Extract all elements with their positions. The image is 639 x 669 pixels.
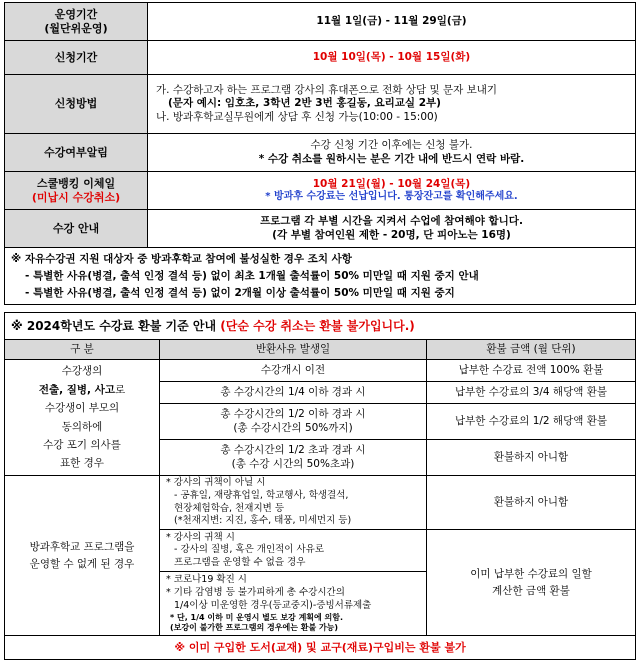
header-category: 구 분 <box>5 340 160 360</box>
period-label-sub: (월단위운영) <box>44 21 108 35</box>
reason-covid <box>160 572 427 636</box>
amount-full: 납부한 수강료 전액 100% 환불 <box>427 360 636 382</box>
block1-sub-3: (*천재지변: 지진, 홍수, 태풍, 미세먼지 등) <box>174 515 352 527</box>
apply-label: 신청기간 <box>5 41 148 75</box>
group1-line-5: 수강 포기 의사를 <box>43 438 121 451</box>
group-program-cancelled <box>5 476 160 636</box>
block2-sub-2: 프로그램을 운영할 수 없을 경우 <box>174 557 306 569</box>
method-line-1: 가. 수강하고자 하는 프로그램 강사의 휴대폰으로 전화 상담 및 문자 보내기 <box>156 84 498 97</box>
group1-line-6: 표한 경우 <box>60 457 104 470</box>
method-line-2: (문자 예시: 임호초, 3학년 2반 3번 홍길동, 요리교실 2부) <box>168 97 441 110</box>
group1-line-2-rest: 로 <box>115 383 126 396</box>
block3-sub-1: 1/4이상 미운영한 경우(등교중지)-증빙서류제출 <box>174 599 372 611</box>
amount-prorated <box>427 530 636 636</box>
reason-instructor-fault <box>160 530 427 572</box>
refund-title <box>5 313 636 340</box>
bank-label: 스쿨뱅킹 이체일 <box>36 176 116 190</box>
amount-none: 환불하지 아니함 <box>427 440 636 476</box>
table-row <box>5 360 636 382</box>
header-amount: 환불 금액 (월 단위) <box>427 340 636 360</box>
guide-line-1: 프로그램 각 부별 시간을 지켜서 수업에 참여해야 합니다. <box>260 215 523 228</box>
block3-bullet-2: * 기타 감염병 등 불가피하게 총 수강시간의 <box>166 586 345 598</box>
period-value: 11월 1일(금) - 11월 29일(금) <box>148 3 636 41</box>
table-row <box>5 476 636 530</box>
refund-title-text: ※ 2024학년도 수강료 환불 기준 안내 <box>11 318 217 333</box>
group2-line-2: 운영할 수 없게 된 경우 <box>29 557 135 570</box>
bank-label-sub: (미납시 수강취소) <box>31 190 121 204</box>
free-pass-note <box>5 248 636 305</box>
notice-cell <box>148 134 636 172</box>
reason-over-half-line-2: (총 수강 시간의 50%초과) <box>231 457 355 470</box>
notice-label: 수강여부알림 <box>5 134 148 172</box>
amount-prorated-line-1: 이미 납부한 수강료의 일할 <box>470 567 592 580</box>
reason-quarter: 총 수강시간의 1/4 이하 경과 시 <box>160 382 427 404</box>
amount-half: 납부한 수강료의 1/2 해당액 환불 <box>427 404 636 440</box>
reason-over-half <box>160 440 427 476</box>
header-reason: 반환사유 발생일 <box>160 340 427 360</box>
group1-line-4: 동의하에 <box>61 420 103 433</box>
reason-half-line-1: 총 수강시간의 1/2 이하 경과 시 <box>220 408 366 421</box>
period-label: 운영기간 <box>54 7 98 21</box>
bank-cell <box>148 172 636 210</box>
program-info-table <box>4 2 636 305</box>
group2-line-1: 방과후학교 프로그램을 <box>29 540 135 553</box>
reason-before-start: 수강개시 이전 <box>160 360 427 382</box>
amount-prorated-line-2: 계산한 금액 환불 <box>492 584 570 597</box>
bank-label-cell <box>5 172 148 210</box>
block1-sub-2: 현장체험학습, 천재지변 등 <box>174 502 285 514</box>
method-label: 신청방법 <box>5 75 148 134</box>
guide-cell <box>148 210 636 248</box>
reason-over-half-line-1: 총 수강시간의 1/2 초과 경과 시 <box>220 444 366 457</box>
amount-three-quarters: 납부한 수강료의 3/4 해당액 환불 <box>427 382 636 404</box>
refund-title-red: (단순 수강 취소는 환불 불가입니다.) <box>220 318 415 333</box>
method-cell <box>148 75 636 134</box>
block3-bullet-1: * 코로나19 확진 시 <box>166 574 247 586</box>
guide-label: 수강 안내 <box>5 210 148 248</box>
free-pass-title: ※ 자유수강권 지원 대상자 중 방과후학교 참여에 불성실한 경우 조치 사항 <box>11 253 352 265</box>
block1-bullet: * 강사의 귀책이 아닐 시 <box>166 477 266 488</box>
refund-table <box>4 312 636 660</box>
reason-not-instructor-fault <box>160 476 427 530</box>
group1-line-2-bold: 전출, 질병, 사고 <box>38 383 115 396</box>
bank-value: 10월 21일(월) - 10월 24일(목) <box>312 177 471 190</box>
apply-value: 10월 10일(목) - 10월 15일(화) <box>148 41 636 75</box>
block3-tiny-1: * 단, 1/4 이하 미 운영시 별도 보강 계획에 의함. <box>170 612 344 622</box>
block3-tiny-2: (보강이 불가한 프로그램의 경우에는 환불 가능) <box>170 622 339 632</box>
free-pass-item-2: - 특별한 사유(병결, 출석 인정 결석 등) 없이 2개월 이상 출석률이 50% 미만일 때 지원 중지 <box>25 286 455 299</box>
block2-sub-1: - 강사의 질병, 혹은 개인적이 사유로 <box>174 544 325 556</box>
method-line-3: 나. 방과후학교실무원에게 상담 후 신청 가능(10:00 - 15:00) <box>156 110 438 123</box>
refund-footer: ※ 이미 구입한 도서(교재) 및 교구(재료)구입비는 환불 불가 <box>5 636 636 660</box>
amount-not-instructor-fault: 환불하지 아니함 <box>427 476 636 530</box>
block1-sub-1: - 공휴일, 재량휴업일, 학교행사, 학생결석, <box>174 489 349 501</box>
group-student-withdrawal <box>5 360 160 476</box>
group1-line-1: 수강생의 <box>61 365 103 378</box>
reason-half <box>160 404 427 440</box>
group1-line-3: 수강생이 부모의 <box>44 402 120 415</box>
notice-line-2: * 수강 취소를 원하시는 분은 기간 내에 반드시 연락 바람. <box>258 152 525 165</box>
notice-line-1: 수강 신청 기간 이후에는 신청 불가. <box>310 139 473 152</box>
free-pass-item-1: - 특별한 사유(병결, 출석 인정 결석 등) 없이 최초 1개월 출석률이 50% 미만일 때 지원 중지 안내 <box>25 269 479 282</box>
reason-half-line-2: (총 수강시간의 50%까지) <box>233 421 353 434</box>
guide-line-2: (각 부별 참여인원 제한 - 20명, 단 피아노는 16명) <box>272 228 511 241</box>
block2-bullet: * 강사의 귀책 시 <box>166 531 235 543</box>
period-label-cell <box>5 3 148 41</box>
bank-note: * 방과후 수강료는 선납입니다. 통장잔고를 확인해주세요. <box>265 190 518 202</box>
refund-header-row <box>5 340 636 360</box>
